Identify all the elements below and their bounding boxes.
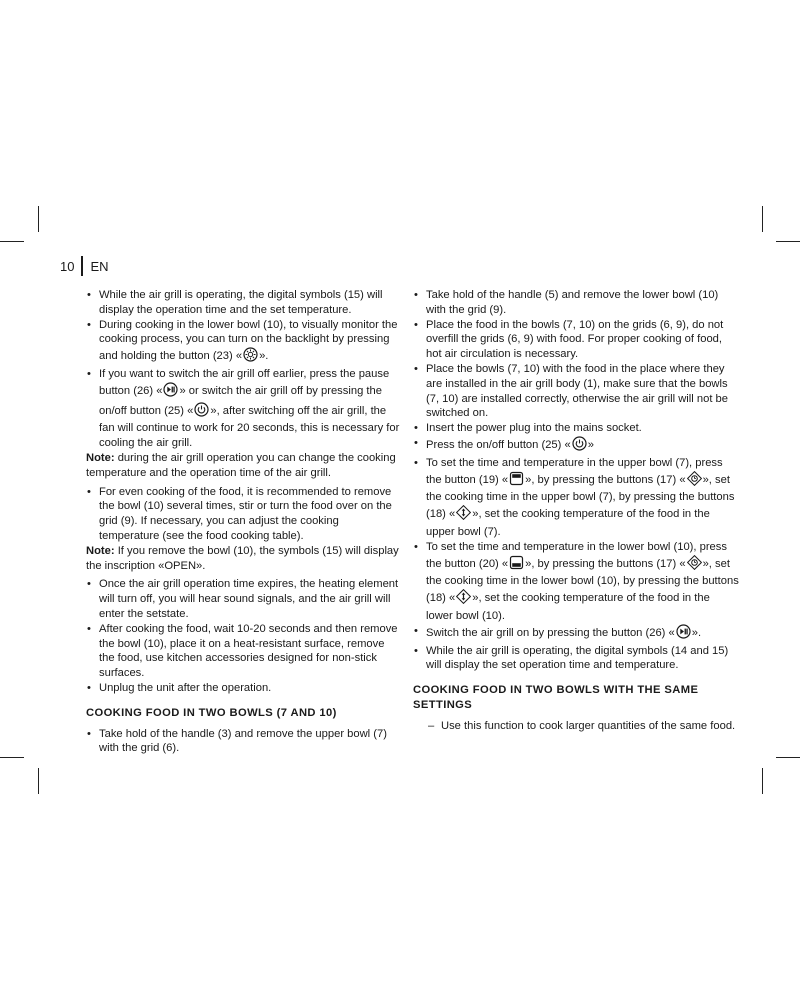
list-item: • To set the time and temperature in the upper bowl (7), press the button (19) « », by pressing the buttons (17) « », set the cooking time in the upper bowl (7), by pressing the buttons (18) « », set the cooking temperature of the food in the upper bowl (7). — [413, 456, 739, 540]
note: Note: If you remove the bowl (10), the symbols (15) will display the inscription «OPEN». — [86, 544, 399, 572]
power-icon — [572, 436, 587, 456]
list-item: • Unplug the unit after the operation. — [86, 681, 402, 696]
list-item: • Take hold of the handle (3) and remove the upper bowl (7) with the grid (6). — [86, 727, 402, 757]
crop-mark — [38, 206, 39, 232]
list-item: – Use this function to cook larger quantities of the same food. — [413, 719, 739, 734]
power-icon — [194, 402, 209, 422]
list-item: • To set the time and temperature in the lower bowl (10), press the button (20) « », by pressing the buttons (17) « », set the cooking time in the lower bowl (10), by pressing the buttons (18) « », set the cooking temperature of the food in the lower bowl (10). — [413, 540, 739, 624]
note: Note: during the air grill operation you can change the cooking temperature and the operation time of the air grill. — [86, 451, 396, 479]
crop-mark — [762, 768, 763, 794]
upper-bowl-icon — [509, 471, 524, 491]
crop-mark — [0, 757, 24, 758]
list-item: • Take hold of the handle (5) and remove the lower bowl (10) with the grid (9). — [413, 288, 739, 318]
list-item: • Place the bowls (7, 10) with the food in the place where they are installed in the air grill body (1), make sure that the bowls (7, 10) are installed correctly, otherwise the air grill will not be switched on. — [413, 362, 739, 421]
crop-mark — [776, 757, 800, 758]
list-item: • Press the on/off button (25) « » — [413, 436, 739, 456]
list-item: • Insert the power plug into the mains socket. — [413, 421, 739, 436]
list-item: • During cooking in the lower bowl (10), to visually monitor the cooking process, you can turn on the backlight by pressing and holding the button (23) « ». — [86, 318, 402, 367]
right-column — [413, 288, 739, 734]
left-column — [86, 288, 402, 756]
list-item: • After cooking the food, wait 10-20 seconds and then remove the bowl (10), place it on a heat-resistant surface, remove the food, use kitchen accessories designed for non-stick surfaces. — [86, 622, 402, 681]
crop-mark — [38, 768, 39, 794]
page-number: 10 — [60, 258, 75, 274]
list-item: • While the air grill is operating, the digital symbols (15) will display the operation time and the set temperature. — [86, 288, 402, 318]
crop-mark — [762, 206, 763, 232]
play-pause-icon — [676, 624, 691, 644]
crop-mark — [776, 241, 800, 242]
timer-arrows-icon — [687, 555, 702, 575]
crop-mark — [0, 241, 24, 242]
list-item: • Once the air grill operation time expires, the heating element will turn off, you will hear sound signals, and the air grill will enter the setstate. — [86, 577, 402, 621]
list-item: • Place the food in the bowls (7, 10) on the grids (6, 9), do not overfill the grids (6, 9) with food. For proper cooking of food, hot air circulation is necessary. — [413, 318, 739, 362]
section-heading: COOKING FOOD IN TWO BOWLS WITH THE SAME SETTINGS — [413, 684, 699, 711]
list-item: • If you want to switch the air grill off earlier, press the pause button (26) « » or switch the air grill off by pressing the on/off button (25) « », after switching off the air grill, the fan will continue to work for 20 seconds, this is necessary for cooling the air grill. — [86, 367, 402, 451]
list-item: • For even cooking of the food, it is recommended to remove the bowl (10) several times, stir or turn the food over on the grid (9). If necessary, you can adjust the cooking temperature (see the food cooking table). — [86, 485, 402, 544]
page-header — [60, 256, 109, 276]
section-heading: COOKING FOOD IN TWO BOWLS (7 AND 10) — [86, 706, 337, 719]
play-pause-icon — [163, 382, 178, 402]
lower-bowl-icon — [509, 555, 524, 575]
temp-arrows-icon — [456, 505, 471, 525]
list-item: • While the air grill is operating, the digital symbols (14 and 15) will display the set operation time and temperature. — [413, 644, 739, 674]
backlight-icon — [243, 347, 258, 367]
header-divider — [81, 256, 83, 276]
temp-arrows-icon — [456, 589, 471, 609]
list-item: • Switch the air grill on by pressing the button (26) « ». — [413, 624, 739, 644]
timer-arrows-icon — [687, 471, 702, 491]
language-label: EN — [90, 258, 109, 274]
